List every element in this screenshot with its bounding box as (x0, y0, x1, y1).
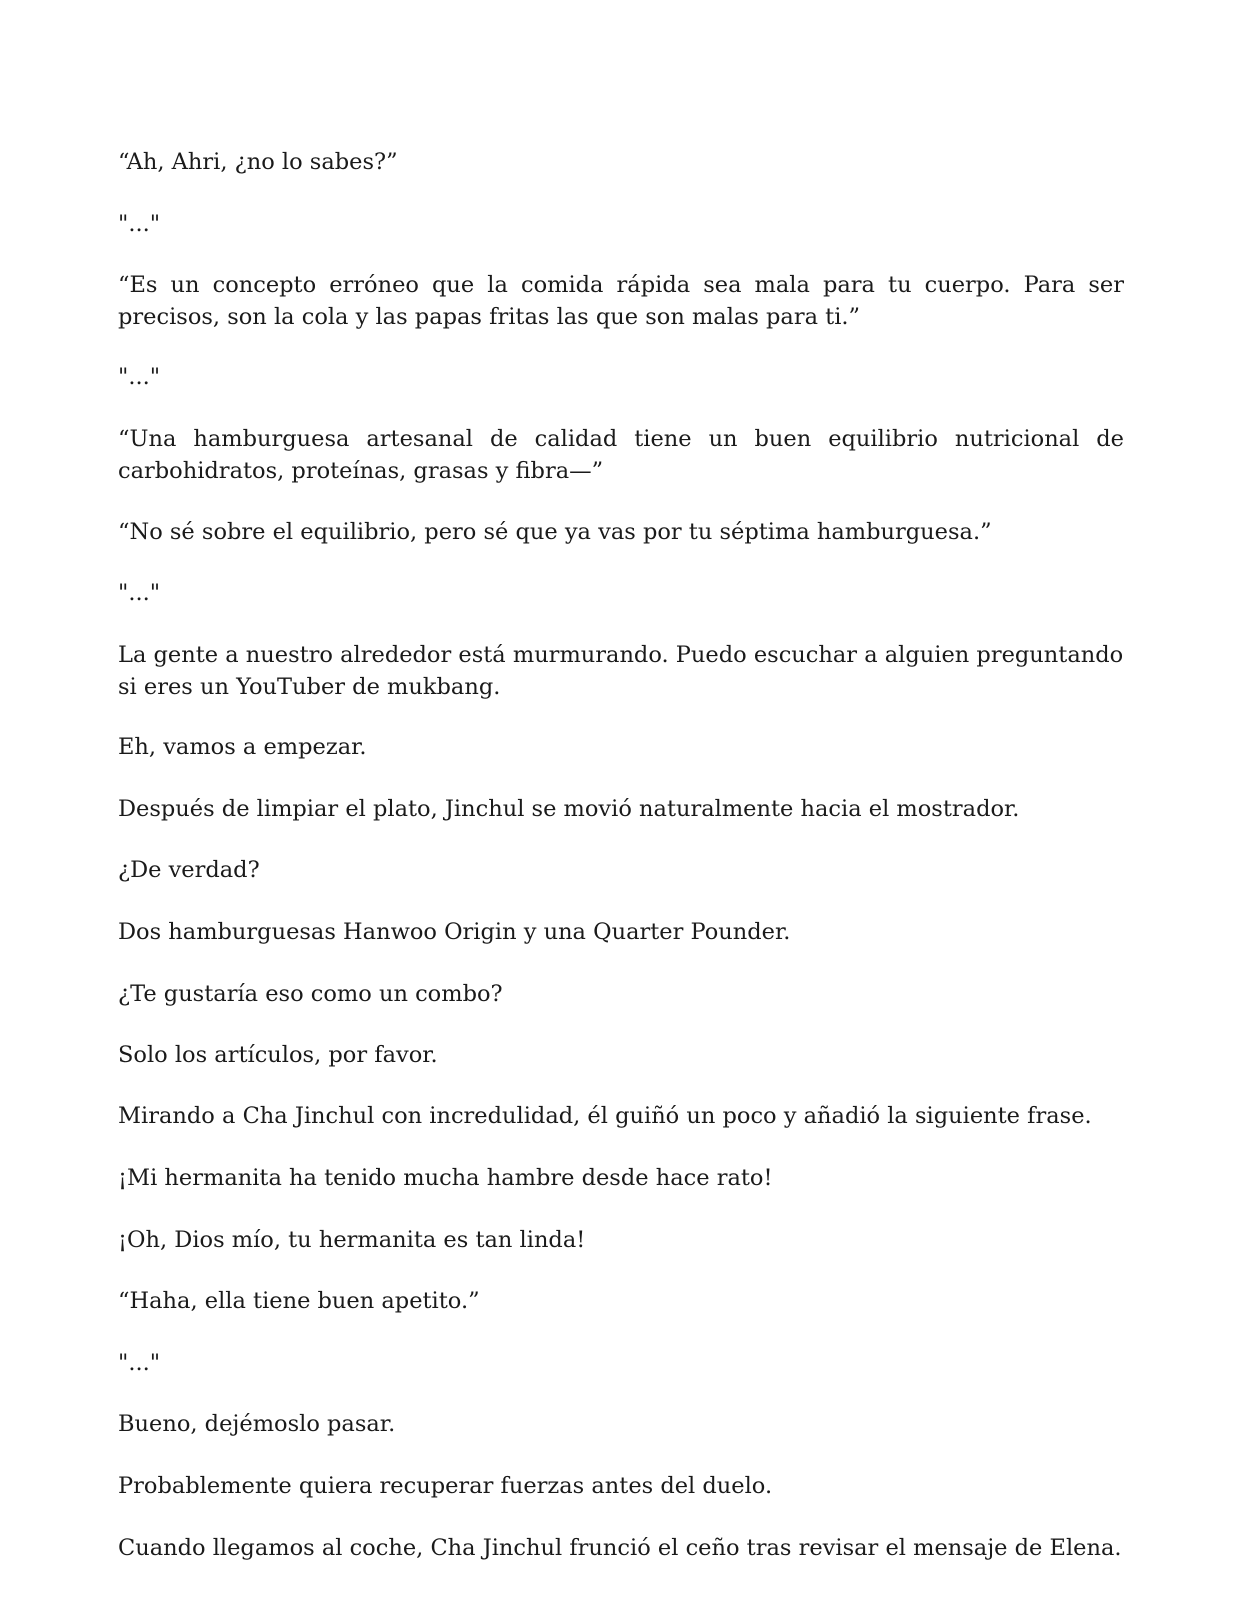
paragraph: “Haha, ella tiene buen apetito.” (118, 1288, 480, 1314)
paragraph: Solo los artículos, por favor. (118, 1042, 438, 1068)
paragraph: "..." (118, 211, 161, 237)
paragraph: Después de limpiar el plato, Jinchul se movió naturalmente hacia el mostrador. (118, 796, 1020, 822)
paragraph: “Es un concepto erróneo que la comida rápida sea mala para tu cuerpo. Para ser precisos, son la cola y las papas fritas las que son malas para ti.” (118, 272, 1124, 330)
paragraph: "..." (118, 1350, 161, 1376)
paragraph: Mirando a Cha Jinchul con incredulidad, él guiñó un poco y añadió la siguiente frase. (118, 1103, 1092, 1129)
paragraph: Bueno, dejémoslo pasar. (118, 1411, 396, 1437)
paragraph: “No sé sobre el equilibrio, pero sé que ya vas por tu séptima hamburguesa.” (118, 519, 992, 545)
paragraph: ¡Oh, Dios mío, tu hermanita es tan linda! (118, 1227, 586, 1253)
paragraph: ¿De verdad? (118, 857, 260, 883)
paragraph: Dos hamburguesas Hanwoo Origin y una Quarter Pounder. (118, 919, 791, 945)
paragraph: ¿Te gustaría eso como un combo? (118, 981, 503, 1007)
paragraph: Eh, vamos a empezar. (118, 734, 367, 760)
paragraph: "..." (118, 364, 161, 390)
paragraph: Probablemente quiera recuperar fuerzas antes del duelo. (118, 1473, 773, 1499)
paragraph: ¡Mi hermanita ha tenido mucha hambre desde hace rato! (118, 1165, 773, 1191)
paragraph: “Ah, Ahri, ¿no lo sabes?” (118, 149, 398, 175)
paragraph: La gente a nuestro alrededor está murmurando. Puedo escuchar a alguien preguntando si eres un YouTuber de mukbang. (118, 642, 1124, 700)
paragraph: "..." (118, 580, 161, 606)
paragraph: Cuando llegamos al coche, Cha Jinchul frunció el ceño tras revisar el mensaje de Elena. (118, 1535, 1122, 1561)
paragraph: “Una hamburguesa artesanal de calidad tiene un buen equilibrio nutricional de carbohidratos, proteínas, grasas y fibra—” (118, 426, 1124, 484)
